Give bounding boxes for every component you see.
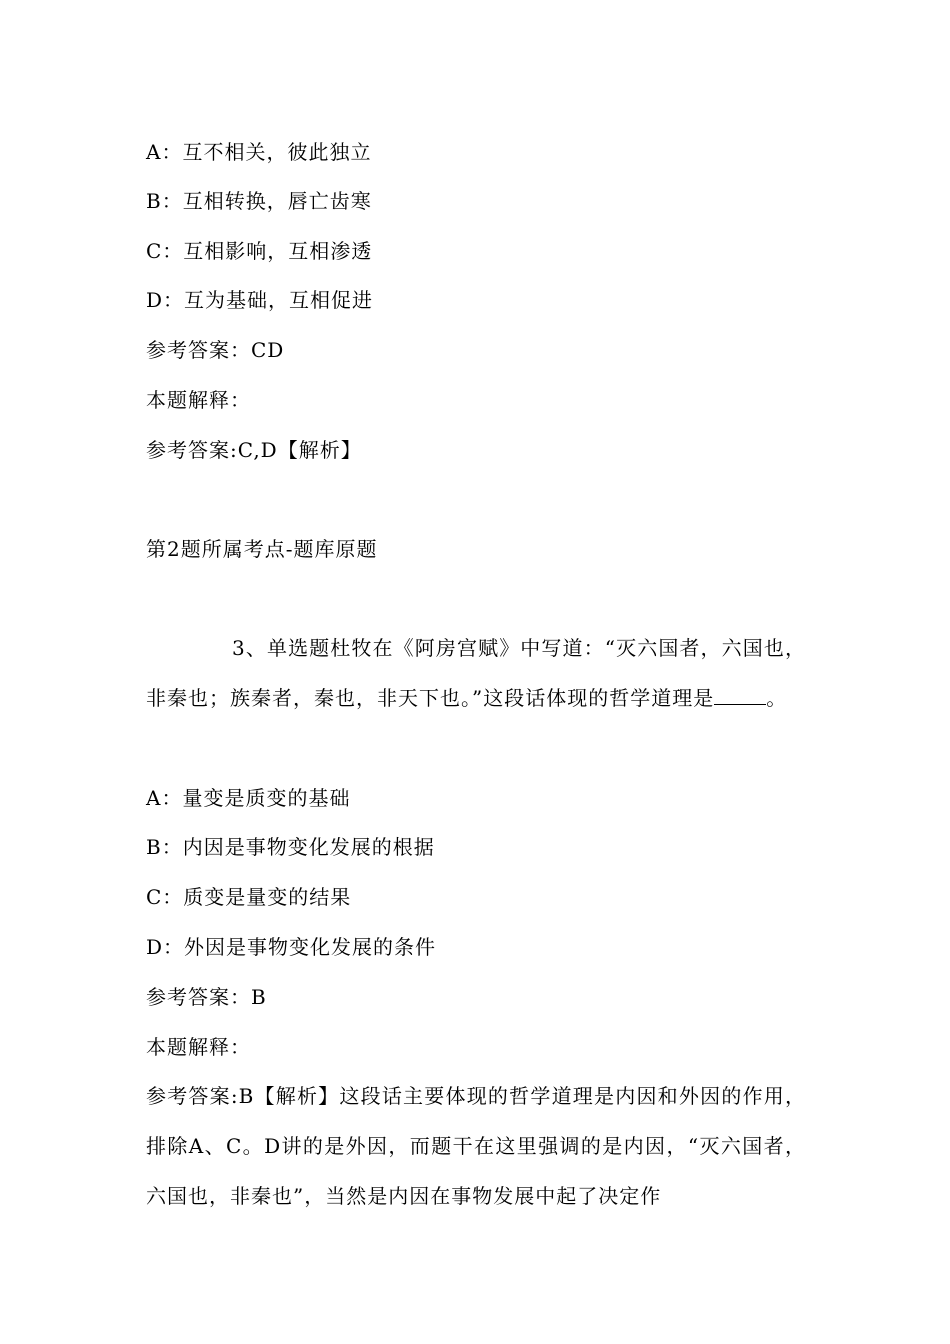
q3-stem-end: 。: [766, 686, 788, 710]
q2-answer: 参考答案：CD: [146, 338, 285, 362]
q2-option-b: B：互相转换，唇亡齿寒: [146, 189, 372, 213]
q2-option-c: C：互相影响，互相渗透: [146, 239, 373, 263]
q3-option-a: A：量变是质变的基础: [146, 786, 351, 810]
q2-explain-text: 参考答案:C,D【解析】: [146, 438, 362, 462]
q3-explain-text: 参考答案:B【解析】这段话主要体现的哲学道理是内因和外因的作用，排除A、C。D讲的是外因，而题干在这里强调的是内因，“灭六国者，六国也，非秦也”，当然是内因在事物发展中起了决定作: [146, 1084, 806, 1208]
q2-option-d: D：互为基础，互相促进: [146, 288, 374, 312]
q3-option-b: B：内因是事物变化发展的根据: [146, 835, 435, 859]
q2-explain-label: 本题解释：: [146, 388, 251, 412]
answer-blank: [714, 686, 766, 705]
q3-explain-label: 本题解释：: [146, 1035, 251, 1059]
q3-stem-text: 3、单选题杜牧在《阿房宫赋》中写道：“灭六国者，六国也，非秦也；族秦者，秦也，非天下也。”这段话体现的哲学道理是: [146, 636, 806, 710]
q2-option-a: A：互不相关，彼此独立: [146, 140, 372, 164]
q3-stem: [146, 623, 806, 723]
q3-answer: 参考答案：B: [146, 985, 267, 1009]
q3-option-d: D：外因是事物变化发展的条件: [146, 935, 437, 959]
q2-source-note: 第2题所属考点-题库原题: [146, 537, 378, 561]
q3-option-c: C：质变是量变的结果: [146, 885, 352, 909]
